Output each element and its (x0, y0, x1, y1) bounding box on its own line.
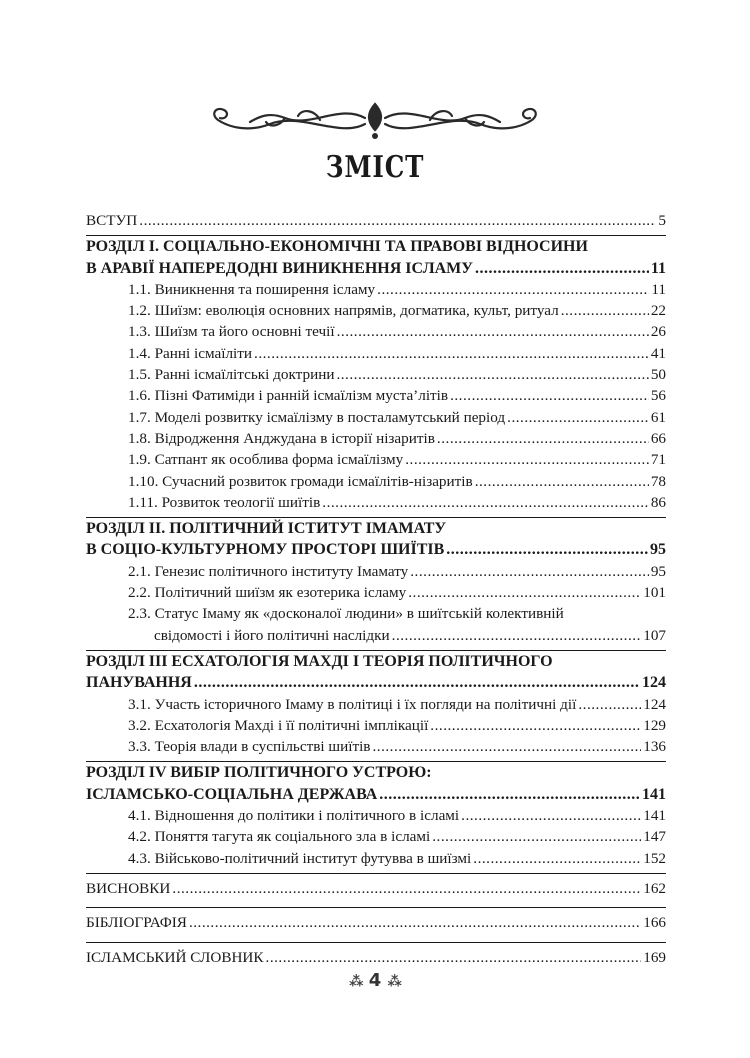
toc-entry-label: 3.2. Есхатологія Махді і її політичні імплікації (128, 716, 429, 734)
dot-leader (437, 428, 649, 449)
toc-chapter-heading[interactable]: РОЗДІЛ І. СОЦІАЛЬНО-ЕКОНОМІЧНІ ТА ПРАВОВІ ВІДНОСИНИ (86, 238, 588, 256)
dot-leader (475, 471, 649, 492)
dot-leader (410, 561, 649, 582)
toc-subsection-entry[interactable] (86, 407, 666, 428)
toc-subsection-entry[interactable] (86, 805, 666, 826)
dot-leader (432, 826, 641, 847)
toc-chapter-entry[interactable] (86, 784, 666, 805)
toc-entry-label: свідомості і його політичні наслідки (154, 626, 390, 644)
toc-entry-label: 1.11. Розвиток теології шиїтів (128, 493, 321, 511)
page-title: ЗМІСТ (325, 150, 425, 185)
toc-entry-label: 2.2. Політичний шиїзм як езотерика ісламу (128, 584, 407, 602)
dot-leader (172, 878, 641, 899)
toc-subsection-entry[interactable] (86, 321, 666, 342)
toc-page-number: 152 (643, 849, 666, 867)
toc-page-number: 162 (643, 879, 666, 897)
toc-entry-label: 3.3. Теорія влади в суспільстві шиїтів (128, 738, 371, 756)
dot-leader (372, 736, 641, 757)
dot-leader (377, 279, 649, 300)
toc-subsection-entry[interactable] (86, 826, 666, 847)
toc-subsection-entry[interactable] (86, 561, 666, 582)
toc-subsection-entry[interactable] (86, 736, 666, 757)
right-flourish-icon: ⁂ (387, 974, 401, 990)
left-flourish-icon: ⁂ (349, 974, 363, 990)
toc-entry-label: 4.3. Військово-політичний інститут футувва в шиїзмі (128, 849, 472, 867)
toc-subsection-heading[interactable]: 2.3. Статус Імаму як «досконалої людини» в шиїтській колективній (128, 605, 564, 623)
table-of-contents (86, 210, 666, 968)
dot-leader (450, 385, 649, 406)
toc-entry-label: 1.3. Шиїзм та його основні течії (128, 323, 335, 341)
toc-entry-label: 1.9. Сатпант як особлива форма ісмаїлізму (128, 451, 404, 469)
toc-subsection-entry[interactable] (86, 428, 666, 449)
toc-entry-label: 1.5. Ранні ісмаїлітські доктрини (128, 366, 335, 384)
toc-entry-label: 1.10. Сучасний розвиток громади ісмаїлітів-нізаритів (128, 472, 473, 490)
toc-entry-label: 1.6. Пізні Фатиміди і ранній ісмаїлізм муста’літів (128, 387, 449, 405)
toc-entry-label: 3.1. Участь історичного Імаму в політиці і їх погляди на політичні дії (128, 695, 577, 713)
toc-entry-label: ІСЛАМСЬКИЙ СЛОВНИК (86, 948, 264, 966)
toc-entry-label: 1.4. Ранні ісмаїліти (128, 344, 253, 362)
toc-subsection-entry[interactable] (86, 471, 666, 492)
toc-page-number: 141 (642, 785, 666, 803)
toc-entry-label: 4.2. Поняття тагута як соціального зла в ісламі (128, 828, 431, 846)
toc-chapter-entry[interactable] (86, 539, 666, 560)
toc-subsection-entry[interactable] (86, 582, 666, 603)
dot-leader (194, 672, 640, 693)
toc-subsection-entry[interactable] (86, 343, 666, 364)
toc-entry-intro[interactable] (86, 210, 666, 231)
toc-entry-label: 1.8. Відродження Анджудана в історії нізаритів (128, 429, 435, 447)
toc-subsection-entry[interactable] (86, 492, 666, 513)
toc-page-number: 169 (643, 948, 666, 966)
toc-entry-conclusions[interactable] (86, 878, 666, 899)
dot-leader (254, 343, 649, 364)
dot-leader (266, 947, 642, 968)
dot-leader (337, 321, 649, 342)
toc-subsection-entry[interactable] (86, 385, 666, 406)
toc-page-number: 136 (643, 738, 666, 756)
toc-subsection-entry[interactable] (86, 694, 666, 715)
toc-entry-label: 1.7. Моделі розвитку ісмаїлізму в посталамутський період (128, 408, 506, 426)
dot-leader (561, 300, 649, 321)
dot-leader (507, 407, 649, 428)
toc-entry-label: В АРАВІЇ НАПЕРЕДОДНІ ВИНИКНЕННЯ ІСЛАМУ (86, 259, 474, 277)
toc-page-number: 11 (650, 259, 666, 277)
toc-entry-label: ВИСНОВКИ (86, 879, 171, 897)
toc-page-number: 166 (643, 914, 666, 932)
toc-subsection-entry[interactable] (86, 715, 666, 736)
toc-entry-label: ІСЛАМСЬКО-СОЦІАЛЬНА ДЕРЖАВА (86, 785, 378, 803)
toc-page-number: 124 (643, 695, 666, 713)
dot-leader (430, 715, 641, 736)
dot-leader (379, 784, 640, 805)
toc-entry-label: 2.1. Генезис політичного інституту Імамату (128, 562, 409, 580)
toc-page-number: 5 (658, 212, 666, 229)
dot-leader (461, 805, 641, 826)
toc-subsection-entry[interactable] (86, 279, 666, 300)
toc-page-number: 56 (650, 387, 666, 405)
toc-entry-label: ВСТУП (86, 212, 138, 229)
dot-leader (392, 625, 642, 646)
toc-page-number: 41 (650, 344, 666, 362)
toc-chapter-entry[interactable] (86, 258, 666, 279)
toc-subsection-entry[interactable] (86, 625, 666, 646)
dot-leader (408, 582, 641, 603)
toc-entry-bibliography[interactable] (86, 912, 666, 933)
toc-subsection-entry[interactable] (86, 848, 666, 869)
dot-leader (405, 449, 649, 470)
toc-entry-label: 1.1. Виникнення та поширення ісламу (128, 280, 376, 298)
toc-page-number: 66 (650, 429, 666, 447)
toc-chapter-entry[interactable] (86, 672, 666, 693)
toc-entry-label: БІБЛІОГРАФІЯ (86, 914, 187, 932)
toc-page-number: 86 (650, 493, 666, 511)
toc-entry-label: 4.1. Відношення до політики і політичного в ісламі (128, 807, 460, 825)
toc-chapter-heading[interactable]: РОЗДІЛ ІІІ ЕСХАТОЛОГІЯ МАХДІ І ТЕОРІЯ ПОЛІТИЧНОГО (86, 652, 553, 670)
page-number: 4 (368, 970, 382, 991)
dot-leader (189, 912, 641, 933)
toc-entry-label: 1.2. Шиїзм: еволюція основних напрямів, догматика, культ, ритуал (128, 302, 559, 320)
toc-page-number: 71 (650, 451, 666, 469)
toc-page-number: 78 (650, 472, 666, 490)
toc-chapter-heading[interactable]: РОЗДІЛ IV ВИБІР ПОЛІТИЧНОГО УСТРОЮ: (86, 764, 432, 782)
toc-page-number: 101 (643, 584, 666, 602)
toc-page-number: 124 (642, 674, 666, 692)
dot-leader (139, 210, 656, 231)
toc-page-number: 107 (643, 626, 666, 644)
dot-leader (473, 848, 641, 869)
toc-page-number: 129 (643, 716, 666, 734)
toc-page-number: 141 (643, 807, 666, 825)
toc-subsection-entry[interactable] (86, 364, 666, 385)
dot-leader (578, 694, 641, 715)
toc-entry-label: ПАНУВАННЯ (86, 674, 192, 692)
dot-leader (336, 364, 648, 385)
toc-subsection-entry[interactable] (86, 300, 666, 321)
dot-leader (446, 539, 648, 560)
page-footer (0, 970, 750, 991)
toc-page-number: 22 (650, 302, 666, 320)
toc-chapter-heading[interactable]: РОЗДІЛ ІІ. ПОЛІТИЧНИЙ ІСТИТУТ ІМАМАТУ (86, 520, 447, 538)
toc-entry-label: В СОЦІО-КУЛЬТУРНОМУ ПРОСТОРІ ШИЇТІВ (86, 541, 445, 559)
toc-page-number: 11 (651, 280, 666, 298)
toc-page-number: 95 (650, 541, 666, 559)
toc-page-number: 26 (650, 323, 666, 341)
toc-subsection-entry[interactable] (86, 449, 666, 470)
toc-page-number: 50 (650, 366, 666, 384)
toc-page-number: 147 (643, 828, 666, 846)
toc-page-number: 61 (650, 408, 666, 426)
toc-entry-glossary[interactable] (86, 947, 666, 968)
dot-leader (475, 258, 649, 279)
dot-leader (322, 492, 649, 513)
decorative-flourish-ornament (190, 98, 560, 142)
toc-page-number: 95 (650, 562, 666, 580)
